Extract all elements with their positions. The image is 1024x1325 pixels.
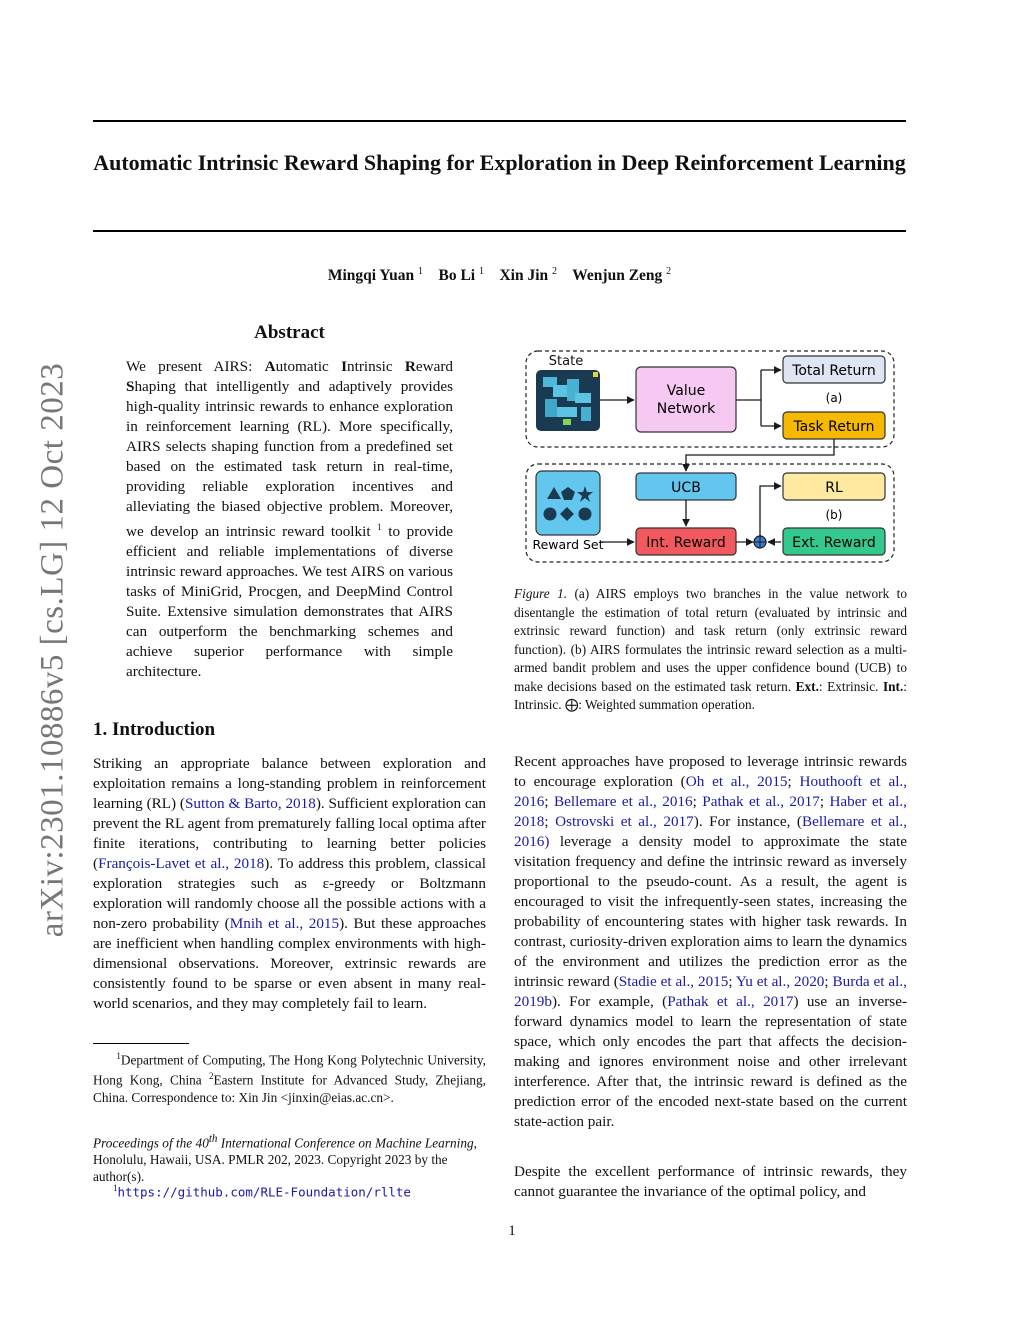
author-affiliation-mark: 2 bbox=[552, 266, 558, 277]
affiliation-footnote: $^1$Department of Computing, The Hong Kong Polytechnic University, Hong Kong, China $^2$Eastern Institute for Advanced Study, Zhejiang, China. Correspondence to: Xin Jin <jinxin@eias.ac.cn>. bbox=[93, 1051, 487, 1105]
citation-link[interactable]: Burda et al., 2019b bbox=[514, 973, 907, 1010]
page-number: 1 bbox=[508, 1223, 516, 1239]
author-name: Wenjun Zeng bbox=[572, 267, 663, 285]
value-network-label-line1: Value bbox=[666, 383, 706, 399]
title-bottom-rule bbox=[93, 230, 906, 232]
citation-link[interactable]: Haber et al., 2018 bbox=[514, 793, 907, 830]
figure-1-diagram bbox=[523, 347, 898, 567]
author-affiliation-mark: 2 bbox=[666, 266, 672, 277]
toolkit-footnote: $^1$https://github.com/RLE-Foundation/rllte bbox=[112, 1183, 411, 1200]
footnote-mark: 1 bbox=[377, 522, 382, 532]
github-link[interactable]: https://github.com/RLE-Foundation/rllte bbox=[117, 1184, 411, 1200]
panel-a-tag: (a) bbox=[825, 391, 843, 405]
figure-1-caption: Figure 1. (a) AIRS employs two branches in the value network to disentangle the estimation of total return (evaluated by intrinsic and extrinsic reward function) and task return (only extrinsic reward function). (b) AIRS formulates the intrinsic reward selection as a multi-armed bandit problem and uses the upper confidence bound (UCB) to make decisions based on the estimated task return. Ext.: Extrinsic. Int.: Intrinsic. ⨁: Weighted summation operation. bbox=[514, 586, 907, 712]
abstract-body: We present AIRS: Automatic Intrinsic Reward Shaping that intelligently and adaptively provides high-quality intrinsic rewards to enhance exploration in reinforcement learning (RL). More specifically, AIRS selects shaping function from a predefined set based on the estimated task return in real-time, providing reliable exploration incentives and alleviating the biased objective problem. Moreover, we develop an intrinsic reward toolkit $^1$ to provide efficient and reliable implementations of diverse intrinsic reward approaches. We test AIRS on various tasks of MiniGrid, Procgen, and DeepMind Control Suite. Extensive simulation demonstrates that AIRS can outperform the benchmarking schemes and achieve superior performance with simple architecture. bbox=[126, 358, 454, 681]
citation-link[interactable]: Bellemare et al., 2016) bbox=[514, 813, 907, 850]
author-affiliation-mark: 1 bbox=[478, 266, 484, 277]
citation-link[interactable]: Houthooft et al., 2016 bbox=[514, 773, 908, 810]
related-work-paragraph: Recent approaches have proposed to leverage intrinsic rewards to encourage exploration (Oh et al., 2015; Houthooft et al., 2016; Bellemare et al., 2016; Pathak et al., 2017; Haber et al., 2018; Ostrovski et al., 2017). For instance, (Bellemare et al., 2016) leverage a density model to approximate the state visitation frequency and define the intrinsic reward as inversely proportional to the pseudo-count. As a result, the agent is encouraged to visit the infrequently-seen states, increasing the probability of encountering states with higher task rewards. In contrast, curiosity-driven exploration aims to learn the dynamics of the environment and utilizes the prediction error as the intrinsic reward (Stadie et al., 2015; Yu et al., 2020; Burda et al., 2019b). For example, (Pathak et al., 2017) use an inverse-forward dynamics model to learn the representation of state space, which only encodes the part that affects the decision-making and ignores environment noise and other irrelevant interference. After that, the intrinsic reward is defined as the prediction error of the encoded next-state based on the current state-action pair. bbox=[514, 753, 908, 1130]
introduction-paragraph: Striking an appropriate balance between exploration and exploitation remains a long-standing problem in reinforcement learning (RL) (Sutton & Barto, 2018). Sufficient exploration can prevent the RL agent from prematurely falling local optima after finite iterations, contributing to learning better policies (François-Lavet et al., 2018). To address this problem, classical exploration strategies such as ε-greedy or Boltzmann exploration will randomly choose all the possible actions with a non-zero probability (Mnih et al., 2015). But these approaches are inefficient when handling complex environments with high-dimensional observations. Moreover, extrinsic rewards are consistently found to be sparse or even absent in many real-world scenarios, and they may completely fail to learn. bbox=[93, 755, 486, 1012]
ext-reward-label: Ext. Reward bbox=[792, 535, 876, 551]
author-name: Xin Jin bbox=[499, 267, 549, 285]
proceedings-note: Proceedings of the 40th International Conference on Machine Learning, Honolulu, Hawaii, USA. PMLR 202, 2023. Copyright 2023 by the author(s). bbox=[93, 1133, 477, 1185]
author-name: Bo Li bbox=[438, 267, 476, 285]
author-affiliation-mark: 1 bbox=[418, 266, 423, 277]
citation-link[interactable]: Oh et al., 2015 bbox=[685, 773, 788, 790]
value-network-box bbox=[636, 367, 736, 432]
circle-icon bbox=[579, 508, 592, 521]
author-list bbox=[93, 266, 906, 285]
task-return-label: Task Return bbox=[793, 419, 875, 435]
paper-title: Automatic Intrinsic Reward Shaping for Exploration in Deep Reinforcement Learning bbox=[93, 150, 906, 175]
state-label: State bbox=[548, 354, 584, 369]
citation-link[interactable]: Yu et al., 2020 bbox=[735, 973, 825, 990]
circle-icon bbox=[544, 508, 557, 521]
citation-link[interactable]: Ostrovski et al., 2017 bbox=[555, 813, 694, 830]
citation-link[interactable]: Bellemare et al., 2016 bbox=[554, 793, 693, 810]
citation-link[interactable]: Stadie et al., 2015 bbox=[618, 973, 729, 990]
ucb-label: UCB bbox=[671, 480, 701, 496]
reward-set-box bbox=[536, 471, 600, 535]
citation-link[interactable]: Mnih et al., 2015 bbox=[229, 915, 340, 932]
section-heading-introduction: 1. Introduction bbox=[93, 719, 216, 740]
arxiv-id: arXiv:2301.10886v5 [cs.LG] 12 Oct 2023 bbox=[34, 362, 71, 938]
arxiv-sidebar-stamp bbox=[22, 355, 84, 945]
citation-link[interactable]: François-Lavet et al., 2018 bbox=[98, 855, 265, 872]
reward-set-label: Reward Set bbox=[532, 537, 604, 552]
panel-b-tag: (b) bbox=[825, 508, 843, 522]
limitations-paragraph: Despite the excellent performance of intrinsic rewards, they cannot guarantee the invariance of the optimal policy, and bbox=[514, 1163, 907, 1200]
citation-link[interactable]: Pathak et al., 2017 bbox=[702, 793, 820, 810]
value-network-label-line2: Network bbox=[656, 401, 716, 417]
citation-link[interactable]: Pathak et al., 2017 bbox=[667, 993, 794, 1010]
rl-label: RL bbox=[825, 480, 843, 496]
oplus-symbol: ⨁ bbox=[564, 697, 579, 712]
state-image bbox=[536, 370, 600, 431]
total-return-label: Total Return bbox=[792, 363, 876, 379]
title-top-rule bbox=[93, 120, 906, 122]
int-reward-label: Int. Reward bbox=[646, 535, 726, 551]
citation-link[interactable]: Sutton & Barto, 2018 bbox=[184, 795, 316, 812]
abstract-heading: Abstract bbox=[254, 322, 325, 343]
footnote-rule bbox=[93, 1043, 189, 1044]
author-name: Mingqi Yuan bbox=[327, 267, 415, 285]
figure-label: Figure 1. bbox=[514, 586, 568, 601]
